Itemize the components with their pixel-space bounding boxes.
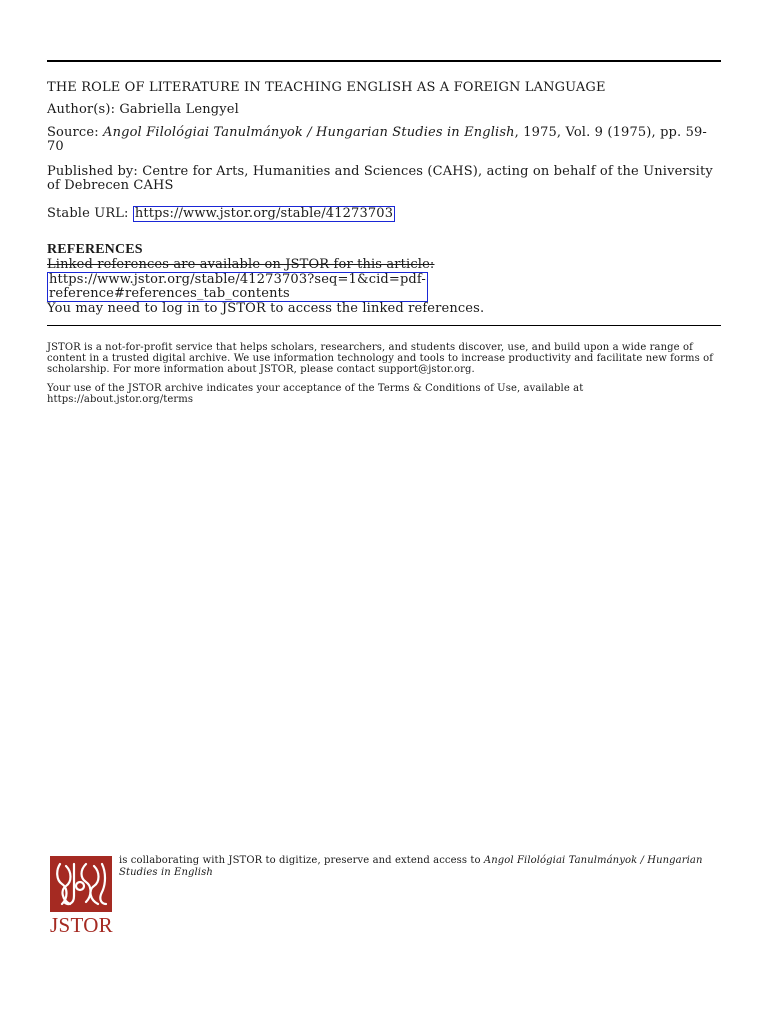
jstor-logo-mark	[50, 856, 112, 912]
publisher-line	[47, 165, 721, 193]
terms-notice: Your use of the JSTOR archive indicates your acceptance of the Terms & Conditions of Use, available at https://about.jstor.org/terms	[47, 383, 584, 405]
references-section	[47, 242, 721, 316]
references-login-note: You may need to log in to JSTOR to access the linked references.	[47, 301, 485, 316]
references-heading: REFERENCES	[47, 242, 143, 257]
authors-value: Gabriella Lengyel	[119, 102, 239, 117]
jstor-ornament-icon	[50, 856, 112, 912]
collaboration-notice	[119, 855, 719, 879]
article-title: THE ROLE OF LITERATURE IN TEACHING ENGLISH AS A FOREIGN LANGUAGE	[47, 80, 606, 95]
collab-text: is collaborating with JSTOR to digitize, preserve and extend access to	[119, 855, 481, 866]
source-journal: Angol Filológiai Tanulmányok / Hungarian Studies in English	[103, 125, 515, 140]
source-line	[47, 126, 721, 154]
references-link[interactable]	[47, 272, 428, 302]
references-link-line1: https://www.jstor.org/stable/41273703?seq=1&cid=pdf-	[49, 272, 426, 287]
top-rule	[47, 60, 721, 62]
jstor-description: JSTOR is a not-for-profit service that helps scholars, researchers, and students discover, use, and build upon a wide range of content in a trusted digital archive. We use information technology and tools to increase productivity and facilitate new forms of scholarship. For more information about JSTOR, please contact support@jstor.org.	[47, 342, 714, 375]
jstor-logo	[50, 856, 114, 936]
publisher-label: Published by:	[47, 164, 138, 179]
source-label: Source:	[47, 125, 99, 140]
middle-rule	[47, 325, 721, 326]
collab-journal: Angol Filológiai Tanulmányok / Hungarian Studies in English	[119, 855, 703, 878]
publisher-value: Centre for Arts, Humanities and Sciences (CAHS), acting on behalf of the University of Debrecen CAHS	[47, 164, 713, 193]
stable-url-line	[47, 206, 721, 222]
authors-label: Author(s):	[47, 102, 116, 117]
jstor-logo-text: JSTOR	[50, 913, 113, 937]
references-available-text: Linked references are available on JSTOR for this article:	[47, 257, 435, 272]
authors-line	[47, 103, 721, 117]
stable-url-label: Stable URL:	[47, 206, 129, 221]
references-link-line2: reference#references_tab_contents	[49, 286, 290, 301]
stable-url-link[interactable]: https://www.jstor.org/stable/41273703	[134, 206, 394, 221]
source-details: , 1975, Vol. 9 (1975), pp. 59-70	[47, 125, 707, 154]
